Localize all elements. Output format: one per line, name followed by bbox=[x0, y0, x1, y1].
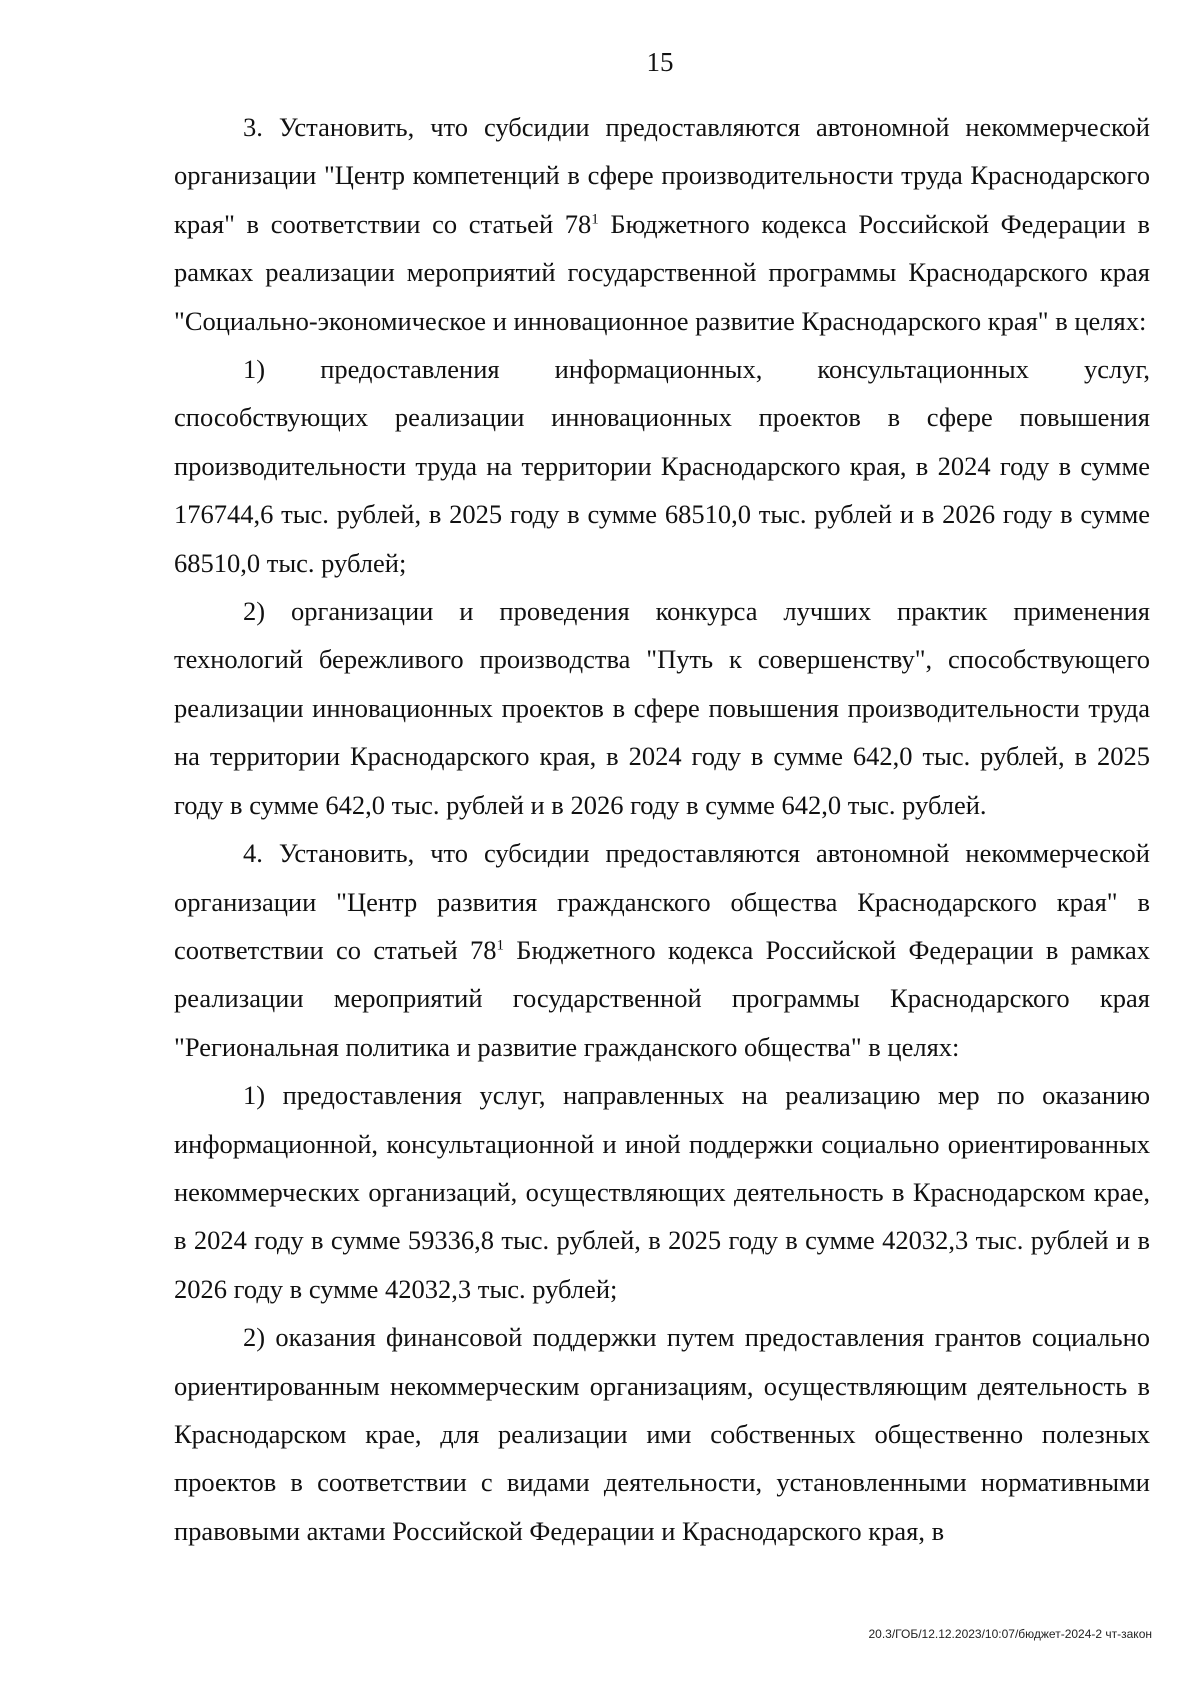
page-number: 15 bbox=[646, 47, 674, 77]
superscript: 1 bbox=[496, 937, 504, 954]
paragraph-text: 2) организации и проведения конкурса лучших практик применения технологий бережливого производства "Путь к совершенству", способствующего реализации инновационных проектов в сфере повышения производительности труда на территории Краснодарского края, в 2024 году в сумме 642,0 тыс. рублей, в 2025 году в сумме 642,0 тыс. рублей и в 2026 году в сумме 642,0 тыс. рублей. bbox=[174, 596, 1150, 820]
paragraph-4-item-1 bbox=[174, 1071, 1150, 1313]
paragraph-4 bbox=[174, 829, 1150, 1071]
paragraph-text: 1) предоставления информационных, консультационных услуг, способствующих реализации инновационных проектов в сфере повышения производительности труда на территории Краснодарского края, в 2024 году в сумме 176744,6 тыс. рублей, в 2025 году в сумме 68510,0 тыс. рублей и в 2026 году в сумме 68510,0 тыс. рублей; bbox=[174, 354, 1150, 578]
paragraph-text: 1) предоставления услуг, направленных на реализацию мер по оказанию информационной, консультационной и иной поддержки социально ориентированных некоммерческих организаций, осуществляющих деятельность в Краснодарском крае, в 2024 году в сумме 59336,8 тыс. рублей, в 2025 году в сумме 42032,3 тыс. рублей и в 2026 году в сумме 42032,3 тыс. рублей; bbox=[174, 1080, 1150, 1304]
document-reference-footer: 20.3/ГОБ/12.12.2023/10:07/бюджет-2024-2 чт-закон bbox=[868, 1627, 1152, 1641]
paragraph-text: 4. Установить, что субсидии предоставляются автономной некоммерческой организации "Центр развития гражданского общества Краснодарского края" в соответствии со статьей 78 bbox=[174, 838, 1150, 965]
paragraph-text: 3. Установить, что субсидии предоставляются автономной некоммерческой организации "Центр компетенций в сфере производительности труда Краснодарского края" в соответствии со статьей 78 bbox=[174, 112, 1150, 239]
paragraph-3-item-1 bbox=[174, 345, 1150, 587]
paragraph-3-item-2 bbox=[174, 587, 1150, 829]
paragraph-text: 2) оказания финансовой поддержки путем предоставления грантов социально ориентированным некоммерческим организациям, осуществляющим деятельность в Краснодарском крае, для реализации ими собственных общественно полезных проектов в соответствии с видами деятельности, установленными нормативными правовыми актами Российской Федерации и Краснодарского края, в bbox=[174, 1322, 1150, 1546]
document-body bbox=[174, 103, 1150, 1555]
paragraph-3 bbox=[174, 103, 1150, 345]
superscript: 1 bbox=[591, 211, 599, 228]
paragraph-text: Бюджетного кодекса Российской Федерации в рамках реализации мероприятий государственной программы Краснодарского края "Региональная политика и развитие гражданского общества" в целях: bbox=[174, 934, 1150, 1062]
paragraph-text: Бюджетного кодекса Российской Федерации в рамках реализации мероприятий государственной программы Краснодарского края "Социально-экономическое и инновационное развитие Краснодарского края" в целях: bbox=[174, 208, 1150, 336]
paragraph-4-item-2 bbox=[174, 1313, 1150, 1555]
